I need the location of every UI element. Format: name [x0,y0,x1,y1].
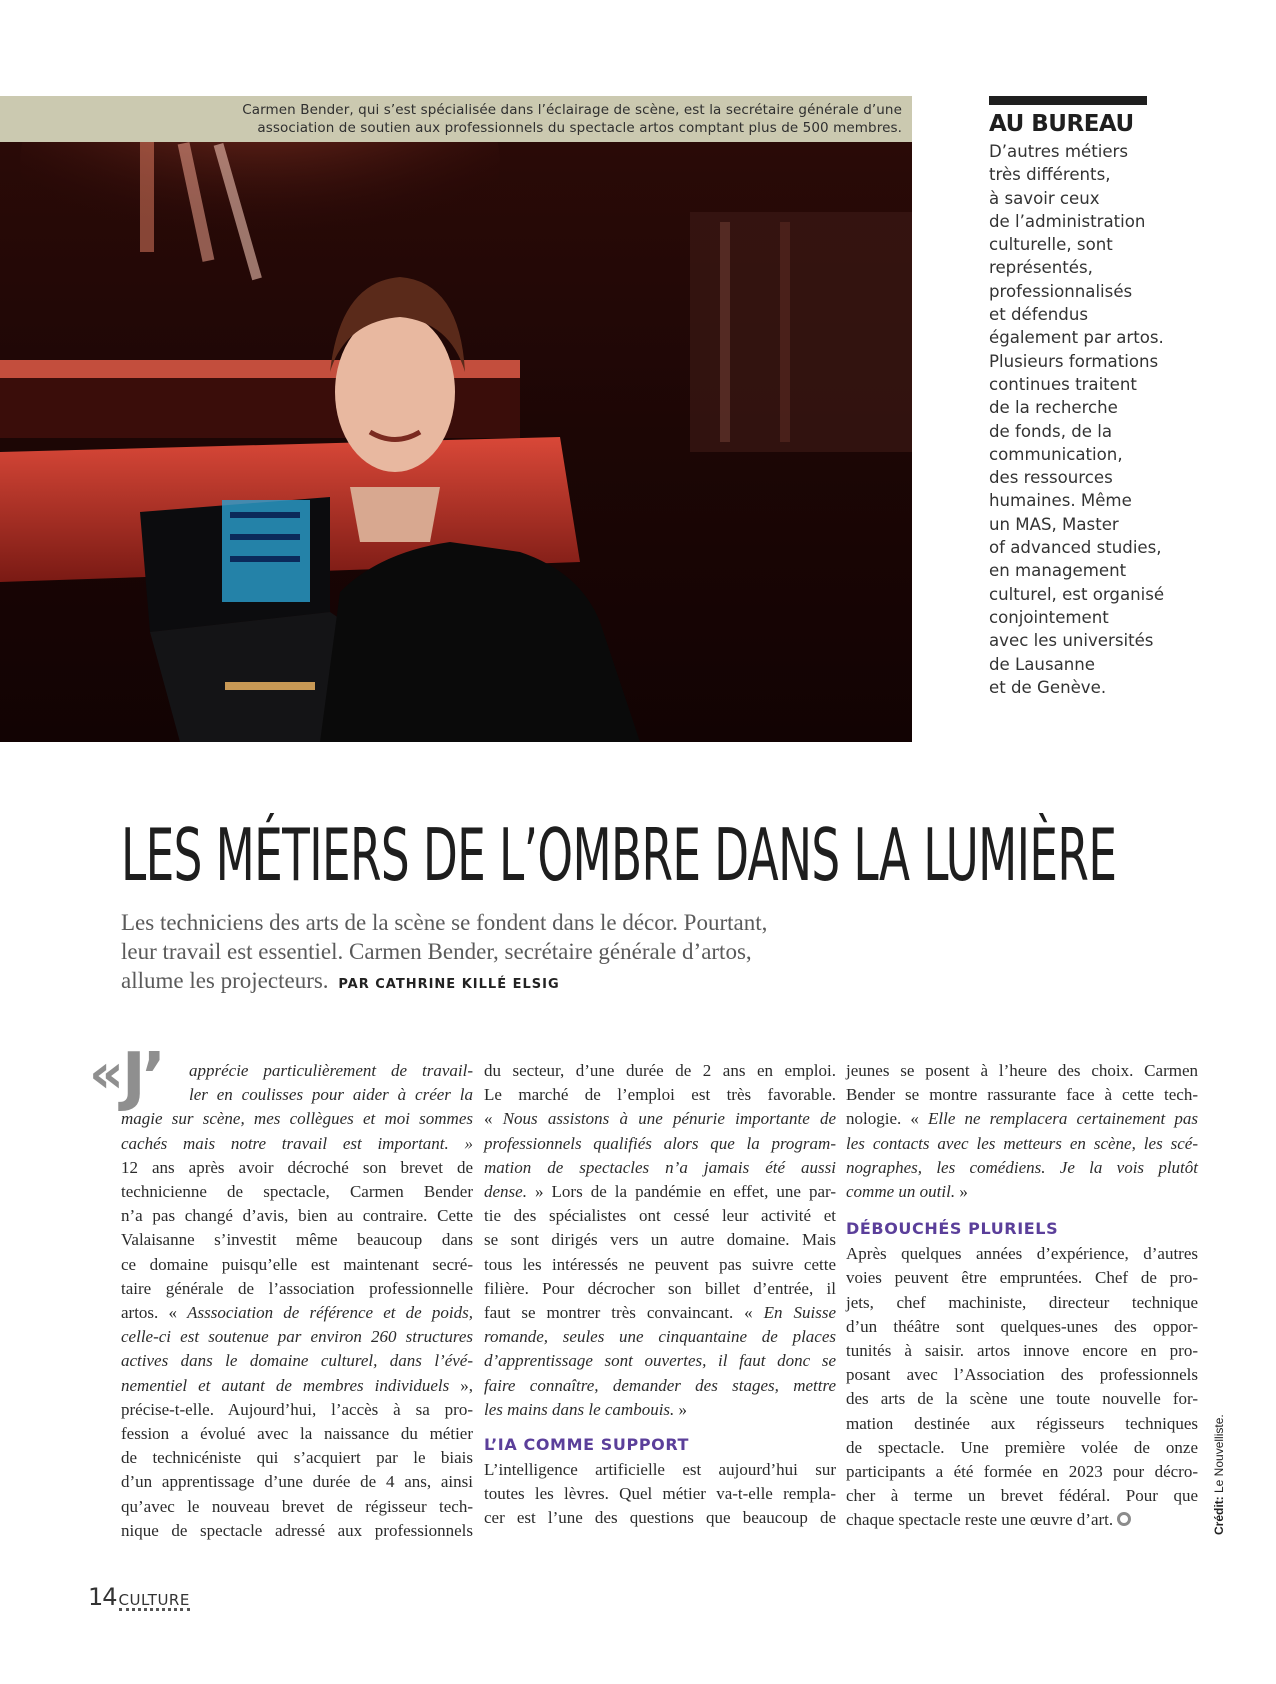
text-line [484,1458,836,1482]
text-segment: ler en coulisses pour aider à créer la [189,1085,473,1105]
sidebar-line: également par artos. [989,328,1164,348]
text-segment: filière. Pour décrocher son billet d’entrée, il [484,1278,836,1298]
text-line [484,1374,836,1398]
sidebar-line: représentés, [989,258,1093,278]
text-segment: Asssociation de référence et de poids, [187,1303,473,1323]
text-segment: romande, seules une cinquantaine de places [484,1327,836,1347]
column-2-text [484,1059,836,1422]
text-line [846,1363,1198,1387]
text-line [121,1204,473,1228]
page-folio [88,1583,190,1611]
column-3b-text [846,1242,1198,1532]
text-line [846,1508,1198,1532]
article-column-2 [484,1059,836,1531]
text-segment: jeunes se posent à l’heure des choix. Carmen [846,1061,1198,1080]
sidebar-line: de l’administration [989,211,1146,231]
text-line [484,1083,836,1107]
text-segment: » [674,1399,688,1419]
text-line [846,1242,1198,1266]
text-segment: apprécie particulièrement de travail- [189,1061,473,1080]
text-segment: Elle ne remplacera certainement pas [927,1109,1198,1129]
subhead-ia: L’IA COMME SUPPORT [484,1435,690,1455]
text-line [484,1107,836,1131]
byline: PAR CATHRINE KILLÉ ELSIG [338,977,560,992]
text-segment: Nous assistons à une pénurie importante de [502,1109,836,1129]
text-line [121,1398,473,1422]
photo-credit [1212,1414,1226,1535]
text-line [121,1083,473,1107]
text-line [846,1460,1198,1484]
sidebar-line: culturelle, sont [989,235,1113,255]
text-segment: magie sur scène, mes collègues et moi sommes [121,1109,473,1129]
text-line [121,1180,473,1204]
sidebar-line: culturel, est organisé [989,584,1165,604]
text-line [846,1156,1198,1180]
text-segment: voies peuvent être empruntées. Chef de pro- [846,1268,1198,1288]
article-column-1 [89,1040,474,1543]
text-segment: » [955,1182,968,1202]
text-segment: actives dans le domaine culturel, dans l’évé- [121,1351,473,1371]
text-segment: professionnels qualifiés alors que la program- [484,1133,836,1153]
text-line [846,1387,1198,1411]
text-line [121,1253,473,1277]
text-segment: artos. « [121,1303,188,1323]
drop-cap-letter: J’ [121,1040,163,1114]
text-segment: comme un outil. [846,1182,956,1202]
sidebar-line: en management [989,561,1127,581]
credit-value: Le Nouvelliste. [1212,1414,1226,1497]
deck-line: leur travail est essentiel. Carmen Bender, secrétaire générale d’artos, [121,939,752,964]
sidebar-line: à savoir ceux [989,188,1100,208]
text-line [484,1228,836,1252]
article-headline: LES MÉTIERS DE L’OMBRE DANS LA LUMIÈRE [121,813,1117,897]
text-segment: cachés mais notre travail est important. » [121,1133,473,1153]
text-line [484,1398,836,1422]
text-line [846,1339,1198,1363]
text-segment: dense. [484,1182,527,1202]
text-segment: » Lors de la pandémie en effet, une par- [526,1182,836,1202]
text-segment: faut se montrer très convaincant. « [484,1303,764,1323]
text-segment: précise-t-elle. Aujourd’hui, l’accès à sa pro- [121,1399,473,1419]
text-segment: de spectacle. Une première volée de onze [846,1437,1198,1457]
article-deck [121,908,881,999]
text-segment: des arts de la scène une toute nouvelle for- [846,1389,1198,1409]
caption-line: association de soutien aux professionnels du spectacle artos comptant plus de 500 membres. [257,120,902,136]
sidebar-title: AU BUREAU [989,111,1134,137]
sidebar-line: continues traitent [989,374,1137,394]
text-segment: L’intelligence artificielle est aujourd’hui sur [484,1460,836,1480]
sidebar-line: Plusieurs formations [989,351,1159,371]
text-segment: taire générale de l’association professionnelle [121,1278,473,1298]
text-segment: celle-ci est soutenue par environ 260 structures [121,1327,473,1347]
section-name: CULTURE [118,1591,190,1609]
text-line [121,1446,473,1470]
sidebar-line: de Lausanne [989,654,1096,674]
text-segment: Bender se montre rassurante face à cette tech- [846,1085,1198,1105]
text-line [121,1107,473,1131]
text-line [484,1301,836,1325]
text-segment: tous les intéressés ne peuvent pas suivre cette [484,1254,836,1274]
text-line [846,1083,1198,1107]
drop-cap [89,1039,162,1112]
deck-line-text: allume les projecteurs. [121,968,329,993]
text-line [121,1301,473,1325]
sidebar-line: communication, [989,444,1123,464]
sidebar-line: avec les universités [989,631,1154,651]
text-line [121,1059,473,1083]
text-line [846,1412,1198,1436]
sidebar-line: of advanced studies, [989,538,1162,558]
text-line [484,1059,836,1083]
text-line [846,1266,1198,1290]
text-segment: Le marché de l’emploi est très favorable. [484,1085,836,1105]
column-2b-text [484,1458,836,1531]
text-line [121,1519,473,1543]
text-segment: d’apprentissage sont ouvertes, il faut donc se [484,1351,836,1371]
photo-illustration [0,142,912,742]
column-3-text [846,1059,1198,1204]
text-segment: 12 ans après avoir décroché son brevet de [121,1157,473,1177]
text-segment: cher à terme un brevet fédéral. Pour que [846,1486,1198,1506]
sidebar-body [989,140,1189,699]
sidebar-line: de la recherche [989,398,1118,418]
text-line [484,1482,836,1506]
text-segment: faire connaître, demander des stages, mettre [484,1375,836,1395]
text-line [846,1059,1198,1083]
text-segment: mation de spectacles n’a jamais été aussi [484,1157,836,1177]
text-line [484,1156,836,1180]
photo-caption [82,101,902,137]
text-segment: d’un théâtre sont quelques-unes des oppor- [846,1316,1198,1336]
text-segment: nographes, les comédiens. Je la vois plutôt [846,1157,1198,1177]
text-segment: chaque spectacle reste une œuvre d’art. [846,1510,1114,1530]
text-line [484,1277,836,1301]
text-segment: », [449,1375,474,1395]
text-line [484,1132,836,1156]
text-segment: En Suisse [763,1303,836,1323]
text-segment: les contacts avec les metteurs en scène, les scé- [846,1133,1198,1153]
column-1-text [121,1059,473,1543]
text-segment: d’un apprentissage d’une durée de 4 ans, ainsi [121,1472,473,1492]
text-segment: ce domaine puisqu’elle est maintenant secré- [121,1254,473,1274]
text-segment: jets, chef machiniste, directeur technique [846,1292,1198,1312]
text-line [121,1325,473,1349]
text-segment: de technicéniste qui s’acquiert par le biais [121,1448,473,1468]
sidebar-line: et défendus [989,305,1088,325]
page-number: 14 [88,1583,117,1611]
text-line [484,1253,836,1277]
deck-line [121,966,881,999]
text-line [484,1204,836,1228]
sidebar-line: professionnalisés [989,281,1133,301]
sidebar-line: très différents, [989,165,1111,185]
text-line [121,1228,473,1252]
text-segment: fession a évolué avec la naissance du métier [121,1424,473,1444]
sidebar-line: humaines. Même [989,491,1132,511]
text-segment: toutes les lèvres. Quel métier va-t-elle rempla- [484,1484,836,1504]
text-line [484,1349,836,1373]
text-line [121,1349,473,1373]
text-segment: cer est l’une des questions que beaucoup de [484,1508,836,1528]
text-line [121,1132,473,1156]
text-line [484,1325,836,1349]
article-photo [0,142,912,742]
sidebar-line: des ressources [989,468,1113,488]
text-line [846,1436,1198,1460]
text-segment: « [484,1109,503,1129]
text-line [846,1107,1198,1131]
article-column-3 [846,1059,1198,1533]
text-line [121,1470,473,1494]
text-segment: tie des spécialistes ont cessé leur activité et [484,1206,836,1226]
end-of-article-icon [1117,1512,1131,1526]
text-segment: se sont dirigés vers un autre domaine. Mais [484,1230,836,1250]
sidebar-line: et de Genève. [989,677,1107,697]
text-line [484,1506,836,1530]
text-segment: n’a pas changé d’avis, bien au contraire. Cette [121,1206,473,1226]
text-line [121,1422,473,1446]
text-line [121,1277,473,1301]
caption-line: Carmen Bender, qui s’est spécialisée dans l’éclairage de scène, est la secrétaire générale d’une [242,102,902,118]
deck-line: Les techniciens des arts de la scène se fondent dans le décor. Pourtant, [121,910,768,935]
text-segment: Valaisanne s’investit même beaucoup dans [121,1230,473,1250]
text-line [484,1180,836,1204]
sidebar-line: de fonds, de la [989,421,1113,441]
sidebar-rule [989,96,1147,105]
text-segment: tunités à saisir. artos innove encore en pro- [846,1341,1198,1361]
text-segment: qu’avec le nouveau brevet de régisseur tech- [121,1496,473,1516]
text-line [846,1315,1198,1339]
drop-cap-quote: « [89,1042,120,1105]
sidebar-line: D’autres métiers [989,142,1128,161]
text-line [846,1291,1198,1315]
text-segment: du secteur, d’une durée de 2 ans en emploi. [484,1061,836,1080]
text-line [846,1132,1198,1156]
sidebar-au-bureau [989,96,1189,699]
text-segment: mation destinée aux régisseurs techniques [846,1413,1198,1433]
photo-caption-bar [0,96,912,142]
text-line [121,1374,473,1398]
text-segment: nique de spectacle adressé aux professionnels [121,1520,473,1540]
sidebar-line: conjointement [989,607,1109,627]
text-segment: participants a été formée en 2023 pour décro- [846,1462,1198,1482]
sidebar-line: un MAS, Master [989,514,1119,534]
text-segment: technicienne de spectacle, Carmen Bender [121,1182,473,1202]
credit-label: Crédit: [1212,1496,1226,1535]
text-line [121,1495,473,1519]
text-segment: nologie. « [846,1109,928,1129]
text-segment: Après quelques années d’expérience, d’autres [846,1244,1198,1264]
text-segment: nementiel et autant de membres individuels [121,1375,450,1395]
text-line [846,1180,1198,1204]
text-line [846,1484,1198,1508]
subhead-debouches: DÉBOUCHÉS PLURIELS [846,1219,1059,1239]
text-segment: les mains dans le cambouis. [484,1399,675,1419]
text-line [121,1156,473,1180]
text-segment: posant avec l’Association des professionnels [846,1365,1198,1385]
